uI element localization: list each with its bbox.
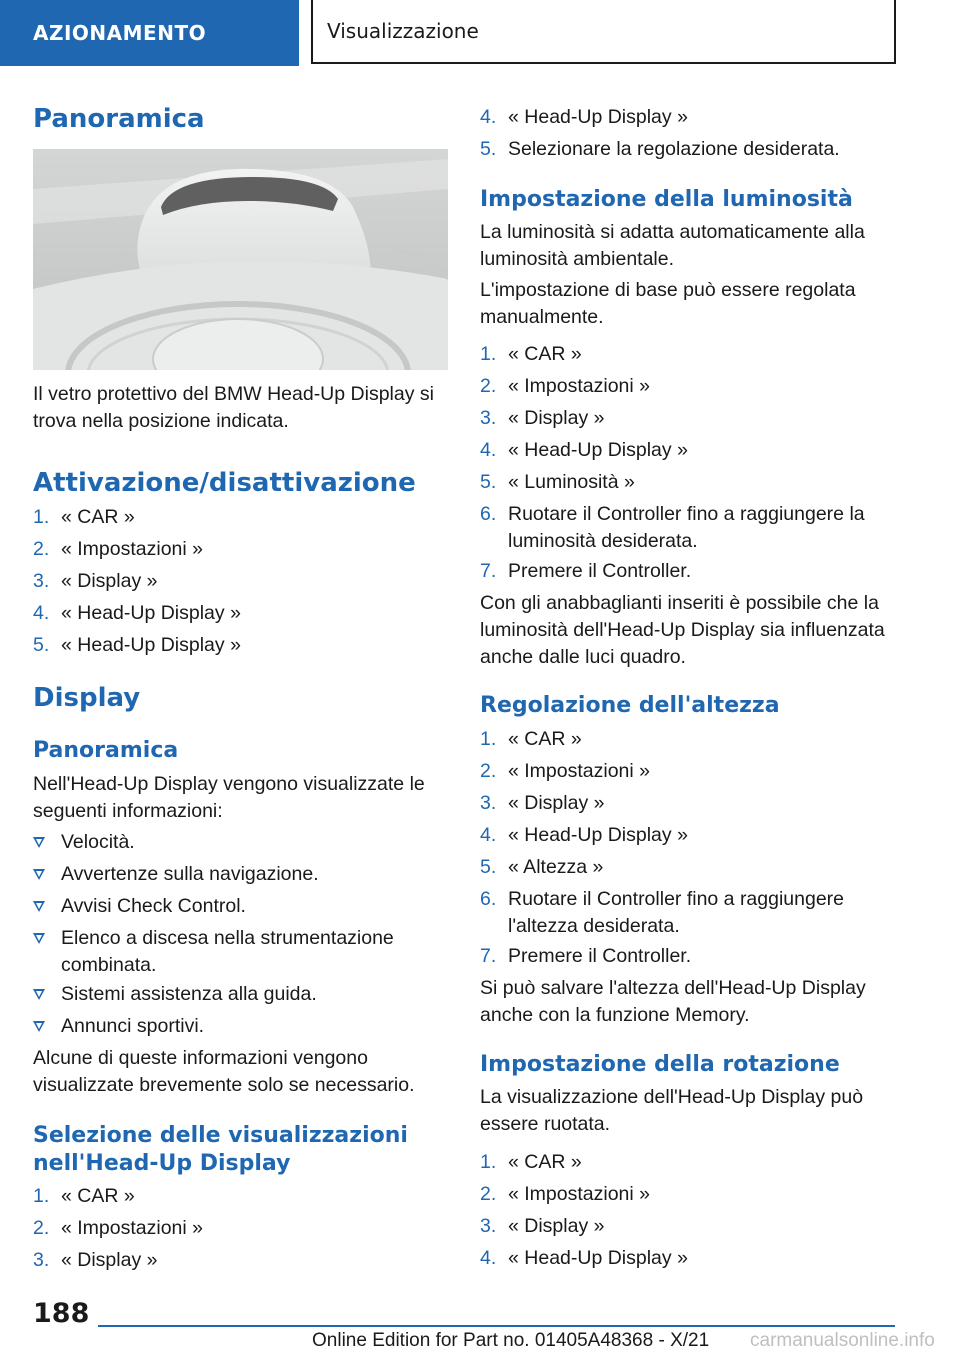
heading-display: Display bbox=[33, 683, 141, 713]
bullet-triangle-icon bbox=[33, 837, 45, 848]
edition-label: Online Edition for Part no. 01405A48368 - X/21 bbox=[312, 1330, 710, 1351]
display-outro: Alcune di queste informazioni vengono visualizzate brevemente solo se necessario. bbox=[33, 1047, 415, 1096]
bullet-triangle-icon bbox=[33, 933, 45, 944]
subsection-title: Visualizzazione bbox=[327, 19, 479, 43]
luminosita-p1: La luminosità si adatta automaticamente alla luminosità ambientale. bbox=[480, 221, 865, 270]
heading-panoramica: Panoramica bbox=[33, 104, 205, 134]
bullet-triangle-icon bbox=[33, 901, 45, 912]
heading-attivazione: Attivazione/disattivazione bbox=[33, 468, 416, 498]
section-tab bbox=[0, 0, 299, 66]
subheading-panoramica: Panoramica bbox=[33, 738, 179, 763]
rotazione-p: La visualizzazione dell'Head-Up Display può essere ruotata. bbox=[480, 1086, 864, 1135]
hud-glass-photo bbox=[33, 149, 448, 370]
luminosita-p2: L'impostazione di base può essere regolata manualmente. bbox=[480, 279, 856, 328]
subheading-luminosita: Impostazione della luminosità bbox=[480, 187, 853, 212]
altezza-note: Si può salvare l'altezza dell'Head-Up Display anche con la funzione Memory. bbox=[480, 977, 866, 1026]
subheading-rotazione: Impostazione della rotazione bbox=[480, 1052, 840, 1077]
section-title: AZIONAMENTO bbox=[33, 21, 207, 45]
subheading-selezione: Selezione delle visualizzazioni nell'Head-Up Display bbox=[33, 1123, 408, 1176]
subheading-altezza: Regolazione dell'altezza bbox=[480, 693, 780, 718]
bullet-triangle-icon bbox=[33, 989, 45, 1000]
page-number: 188 bbox=[33, 1298, 90, 1329]
photo-caption: Il vetro protettivo del BMW Head-Up Display si trova nella posizione indicata. bbox=[33, 383, 434, 432]
watermark: carmanualsonline.info bbox=[750, 1330, 935, 1351]
luminosita-note: Con gli anabbaglianti inseriti è possibile che la luminosità dell'Head-Up Display sia influenzata anche dalle luci quadro. bbox=[480, 592, 885, 668]
bullet-triangle-icon bbox=[33, 1021, 45, 1032]
subsection-tab bbox=[311, 0, 896, 64]
display-intro: Nell'Head-Up Display vengono visualizzate le seguenti informazioni: bbox=[33, 773, 425, 822]
bullet-triangle-icon bbox=[33, 869, 45, 880]
footer-divider bbox=[98, 1325, 895, 1327]
